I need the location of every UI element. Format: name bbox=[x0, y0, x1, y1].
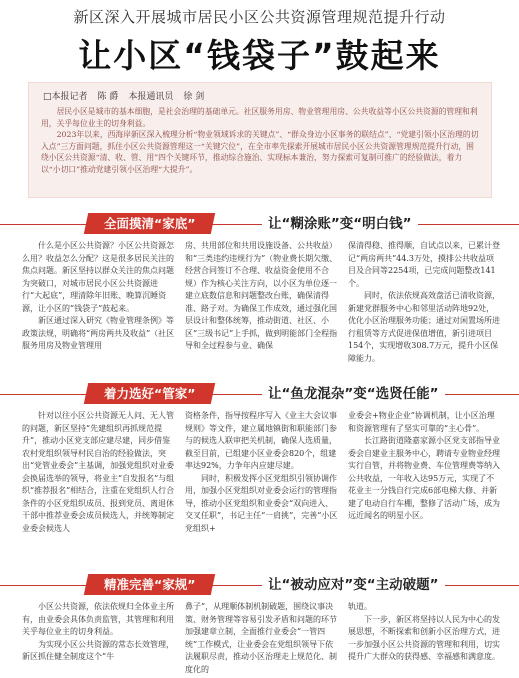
paragraph: 房、共用部位和共用设施设备、公共收益）和“三类违约违规行为”（物业费长期欠缴、经营合同签订不合理、收益资金使用不合规）作为核心关注方向，以小区为单位逐一建立底数信息和问题整改台账，确保清得准、路子对。为确保工作成效，通过强化国层设计和整体统筹，推动街道、社区、小区“三级书记”上手抓，做到明能部门全程指导和全过程参与业、确保 bbox=[185, 241, 338, 350]
byline bbox=[41, 89, 479, 102]
text-column bbox=[185, 410, 338, 570]
section-label: 精准完善“家规” bbox=[84, 574, 216, 595]
paragraph: 新区通过深入研究《物业管理条例》等政策法规，明确将“两房两共及收益”（社区服务用房及物业管理用 bbox=[22, 316, 175, 350]
section-label: 着力选好“管家” bbox=[84, 383, 216, 404]
section-body bbox=[22, 601, 502, 677]
section-body bbox=[22, 240, 502, 374]
paragraph: 同时，依法依规高效盘活已清收资源，新建党群服务中心和邻里活动阵地92处，优化小区治理服务功能；通过对闲置场所进行租赁等方式促进保值增值，新引进项目154个，实现增收308.7万元，提升小区保障能力。 bbox=[348, 291, 500, 363]
paragraph: 同时，积极发挥小区党组织引领协调作用，加强小区党组织对业委会运行的管理指导，推动小区党组织和业委会“双向进入、交叉任职”，书记主任“一肩挑”，完善“小区党组织+ bbox=[185, 473, 338, 533]
paragraph: 什么是小区公共资源？小区公共资源怎么用？收益怎么分配？这是很多居民关注的焦点问题。新区坚持以群众关注的焦点问题为突破口，对城市居民小区公共资源进行“大起底”，理清除年旧账、晚算沉睡资源，让小区的“钱袋子”鼓起来。 bbox=[22, 241, 174, 313]
text-column bbox=[185, 601, 338, 677]
section-header bbox=[0, 380, 519, 406]
section-label: 全面摸清“家底” bbox=[84, 213, 216, 234]
paragraph: 保清得稳、推得顺，自试点以来，已累计登记“两房两共”44.3万处，摸排公共收益项目及合同等2254项，已完成问题整改141个。 bbox=[348, 241, 500, 288]
text-column bbox=[348, 601, 501, 677]
intro-box bbox=[28, 82, 492, 198]
section-rule bbox=[0, 224, 519, 225]
section-header bbox=[0, 210, 519, 236]
section-header bbox=[0, 571, 519, 597]
text-column bbox=[22, 410, 175, 570]
reporter-label: □本报记者 bbox=[43, 92, 88, 102]
paragraph: 针对以往小区公共资源无人问、无人管的问题，新区坚持“先建组织再抓规范提升”，推动小区党支部应建尽建，同步借鉴农村党组织领导村民自治的经验做法，突出“党管业委会”主基调，加强党组织对业委会换届选举的领导，将业主“自发报名”与组织“推荐报名”相结合，注重在党组织人行合条件的小区党组织成员、报到党员、离退休干部中推荐业委会成员候选人，并统筹制定业委会候选人 bbox=[22, 411, 175, 533]
paragraph: 资格条件，指导按程序写入《业主大会议事规则》等文件，建立属地镇街和职能部门参与的候选人联审把关机制，确保人选质量，截至目前，已组建小区业委会820个，组建率达92%，力争年内应建尽建。 bbox=[185, 411, 337, 470]
text-column bbox=[22, 601, 175, 677]
reporter-name: 陈 爵 bbox=[97, 92, 119, 102]
intro-paragraph: 2023年以来，西海岸新区深入梳理分析“物业领域诉求的关键点”、“群众身边小区事务的联结点”、“党建引领小区治理的切入点”三方面问题，抓住小区公共资源管理这一“关键穴位”，在全市率先探索开展城市居民小区公共资源管理规范提升行动，围绕小区公共资源“清、收、管、用”四个关键环节，推动综合施治、实现标本兼治，努力探索可复制可推广的经验做法，着力以“小切口”推动党建引领小区治理“大提升”。 bbox=[41, 130, 479, 174]
text-column bbox=[22, 240, 175, 374]
headline: 让小区“钱袋子”鼓起来 bbox=[78, 36, 441, 75]
kicker-title: 新区深入开展城市居民小区公共资源管理规范提升行动 bbox=[73, 8, 446, 26]
paragraph: 长江路街道隆嘉家源小区党支部指导业委会自建业主服务中心，聘请专业物业经理实行自管，并将物业费、车位管理费等纳入公共收益，一年收入达95万元，实现了不花业主一分钱自行完成6部电梯大修、并新建了电动自行车棚，整修了活动广场，成为远近闻名的明星小区。 bbox=[348, 436, 500, 520]
section-subtitle: 让“被动应对”变“主动破题” bbox=[262, 573, 445, 593]
paragraph: 轨道。 bbox=[348, 602, 372, 611]
section-subtitle: 让“糊涂账”变“明白钱” bbox=[262, 212, 418, 232]
paragraph: 鼻子”，从理顺体制机制破题，围绕议事决策、财务管理等容易引发矛盾和问题的环节加强建章立制，全面推行业委会“一管四统”工作模式，让业委会在党组织领导下依法履职尽责，推动小区治理走上规范化、制度化的 bbox=[185, 602, 337, 674]
correspondent-name: 徐 剑 bbox=[183, 92, 205, 102]
paragraph: 为实现小区公共资源的常态长效管理，新区抓住健全制度这个“牛 bbox=[22, 639, 174, 661]
section-body bbox=[22, 410, 502, 570]
text-column bbox=[348, 240, 501, 374]
intro-paragraph: 居民小区是城市的基本细胞，是社会治理的基础单元。社区服务用房、物业管理用房、公共收益等小区公共资源的管理和利用，关乎每位业主的切身利益。 bbox=[41, 107, 478, 128]
paragraph: 下一步，新区将坚持以人民为中心的发展思想，不断探索和创新小区治理方式，进一步加强小区公共资源的管理和利用，切实提升广大群众的获得感、幸福感和满意度。 bbox=[348, 614, 500, 661]
text-column bbox=[185, 240, 338, 374]
paragraph: 业委会+物业企业”协调机制，让小区治理和资源管理有了坚实可靠的“主心骨”。 bbox=[348, 411, 495, 433]
correspondent-label: 本报通讯员 bbox=[128, 92, 174, 102]
text-column bbox=[348, 410, 501, 570]
section-subtitle: 让“鱼龙混杂”变“选贤任能” bbox=[262, 382, 445, 402]
paragraph: 小区公共资源，依法依规归全体业主所有，由业委会具体负责监管，其管理和利用关乎每位业主的切身利益。 bbox=[22, 602, 174, 636]
